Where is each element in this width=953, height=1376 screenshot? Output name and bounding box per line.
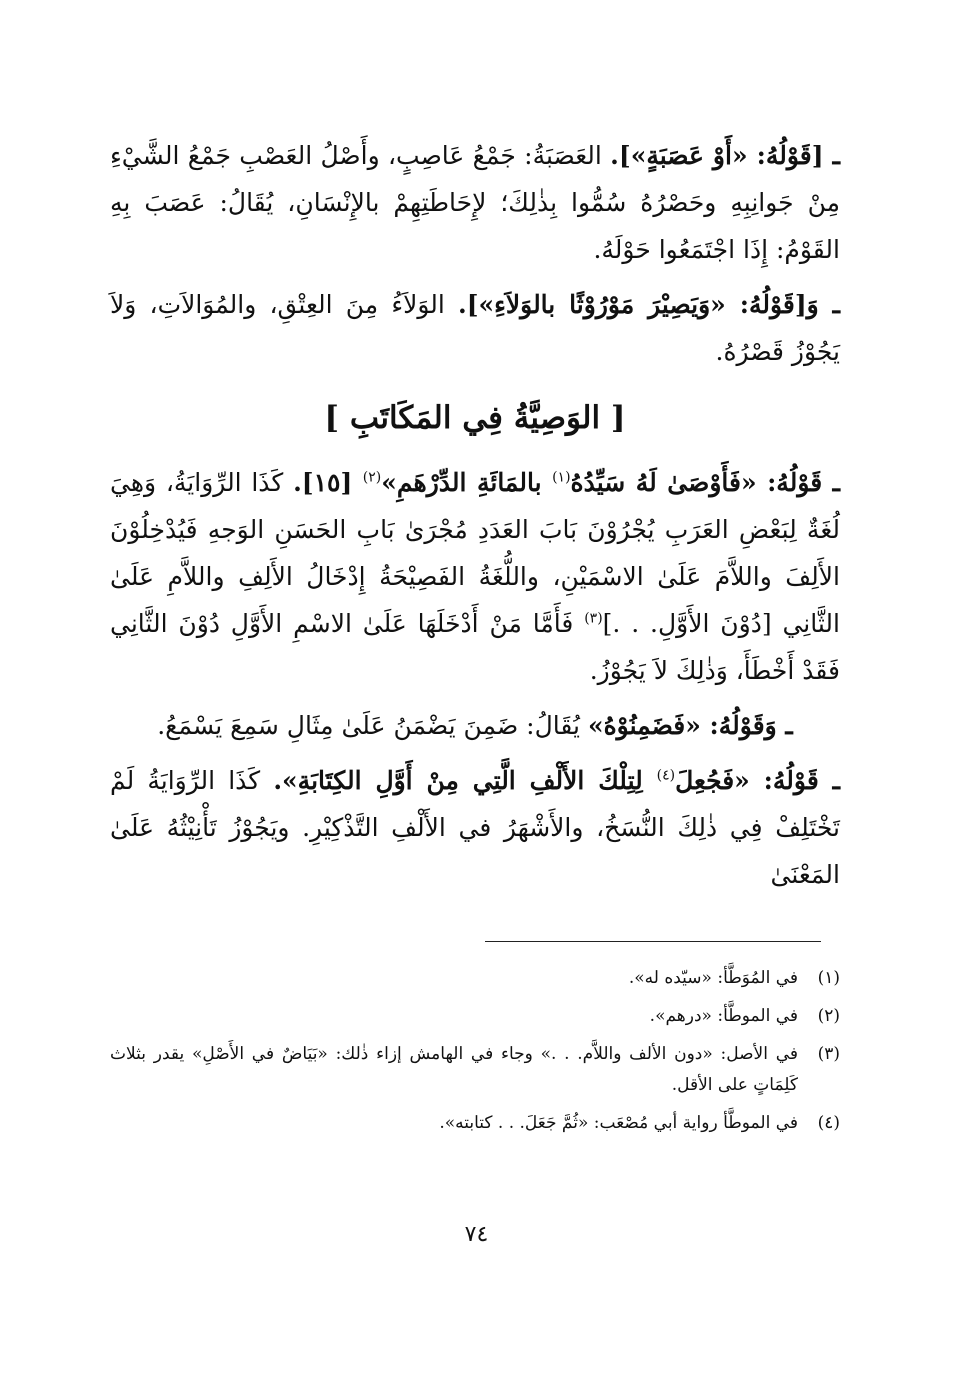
footnote xyxy=(110,1001,840,1032)
footnote-text: في الأصل: «دون الألف واللاَّم. . .» وجاء في الهامش إزاء ذٰلك: «بَيَاضٌ في الأَصْلِ» يقدر بثلاث كَلِمَاتٍ على الأقل. xyxy=(110,1044,798,1095)
section-heading: [ الوَصِيَّةُ فِي المَكَاتَبِ ] xyxy=(324,400,626,436)
footnote-text: في الموطَّأ: «درهم». xyxy=(649,1006,798,1026)
paragraph-wasiyyah xyxy=(110,459,840,694)
paragraph-body-continued: فَأَمَّا مَنْ أَدْخَلَهَا عَلَىٰ الاسْمِ الأَوَّلِ دُوْنَ الثَّانِي فَقَدْ أَخْطَأَ، وَذٰلِكَ لاَ يَجُوْزُ. xyxy=(110,609,840,685)
paragraph-body: الوَلاَءُ مِنَ العِتْقِ، والمُوَالاَتِ، وَلاَ يَجُوْزُ قَصْرُهُ. xyxy=(110,290,840,366)
paragraph-lead: ـ [قَوْلُهُ: «أَوْ عَصَبَةٍ»]. xyxy=(610,141,840,170)
footnote-text: في الموطَّأ رواية أبي مُصْعَب: «ثُمَّ جَعَلَ. . . كتابته». xyxy=(439,1113,798,1133)
footnote-number: (٤) xyxy=(817,1113,840,1133)
paragraph-damin xyxy=(110,702,840,749)
footnotes xyxy=(110,963,840,1146)
footnote-number: (٣) xyxy=(817,1044,840,1064)
paragraph-walaa xyxy=(110,281,840,375)
footnote-ref-2: (٢) xyxy=(362,469,382,486)
footnote xyxy=(110,1108,840,1139)
paragraph-juila xyxy=(110,757,840,898)
paragraph-lead-continued: لِتِلْكَ الأَلْفِ الَّتِي مِنْ أَوَّلِ الكِتَابَةِ». xyxy=(273,766,657,795)
paragraph-lead: ـ وَ[قَوْلُهُ: «وَيَصِيْرَ مَوْرُوْثًا بالوَلاَءِ»]. xyxy=(457,290,840,319)
footnote-ref-1: (١) xyxy=(552,469,571,486)
page-number: ٧٤ xyxy=(464,1222,489,1247)
paragraph-lead: ـ قَوْلُهُ: «فَأَوْصَىٰ لَهُ سَيِّدُهُ xyxy=(570,468,840,497)
paragraph-body: يُقَالُ: ضَمِنَ يَضْمَنُ عَلَىٰ مِثَالِ سَمِعَ يَسْمَعُ. xyxy=(157,711,588,740)
source-marker: [١٥]. xyxy=(293,468,363,497)
paragraph-body: العَصَبَةُ: جَمْعُ عَاصِبٍ، وأَصْلُ العَصْبِ جَمْعُ الشَّيْءِ مِنْ جَوانِبِهِ وحَصْرُهُ سُمُّوا بِذٰلِكَ؛ لإِحَاطَتِهِمْ بالإِنْسَانِ، يُقَالُ: عَصَبَ بِهِ القَوْمُ: إِذَا اجْتَمَعُوا حَوْلَهُ. xyxy=(110,141,840,264)
footnote xyxy=(110,1039,840,1101)
paragraph-lead: ـ قَوْلُهُ: «فَجُعِلَ xyxy=(675,766,840,795)
paragraph-lead-continued: بالمَائَةِ الدِّرْهَمِ» xyxy=(381,468,553,497)
footnote-number: (١) xyxy=(817,968,840,988)
paragraph-body: كَذَا الرِّوَايَةُ، وَهِيَ لُغَةٌ لِبَعْضِ العَرَبِ يُجْرُوْنَ بَابَ العَدَدِ مُجْرَىٰ بَابِ الحَسَنِ الوَجهِ فَيُدْخِلُوْنَ الأَلِفَ واللاَّمَ عَلَىٰ الاسْمَيْنِ، واللُّغَةُ الفَصِيْحَةُ إِدْخَالُ الأَلِفِ واللاَّمِ عَلَىٰ الثَّانِي [دُوْنَ الأَوَّلِ. . .] xyxy=(110,468,840,638)
footnote xyxy=(110,963,840,994)
footnote-ref-3: (٣) xyxy=(584,610,603,627)
paragraph-lead: ـ وَقَوْلُهُ: «فَضَمِنُوْهُ» xyxy=(587,711,793,740)
footnote-number: (٢) xyxy=(817,1006,840,1026)
footnote-divider xyxy=(485,941,821,942)
paragraph-body: كَذَا الرِّوَايَةُ لَمْ تَخْتَلِفْ فِي ذٰلِكَ النُّسَخُ، والأَشْهَرُ في الأَلْفِ التَّذْكِيْرِ. ويَجُوْزُ تَأْنِيْثُهُ عَلَىٰ المَعْنَىٰ xyxy=(110,766,840,889)
footnote-text: في المُوَطَّأ: «سيّده له». xyxy=(628,968,798,988)
paragraph-asabah xyxy=(110,132,840,273)
footnote-ref-4: (٤) xyxy=(656,767,676,784)
main-text xyxy=(110,132,840,898)
